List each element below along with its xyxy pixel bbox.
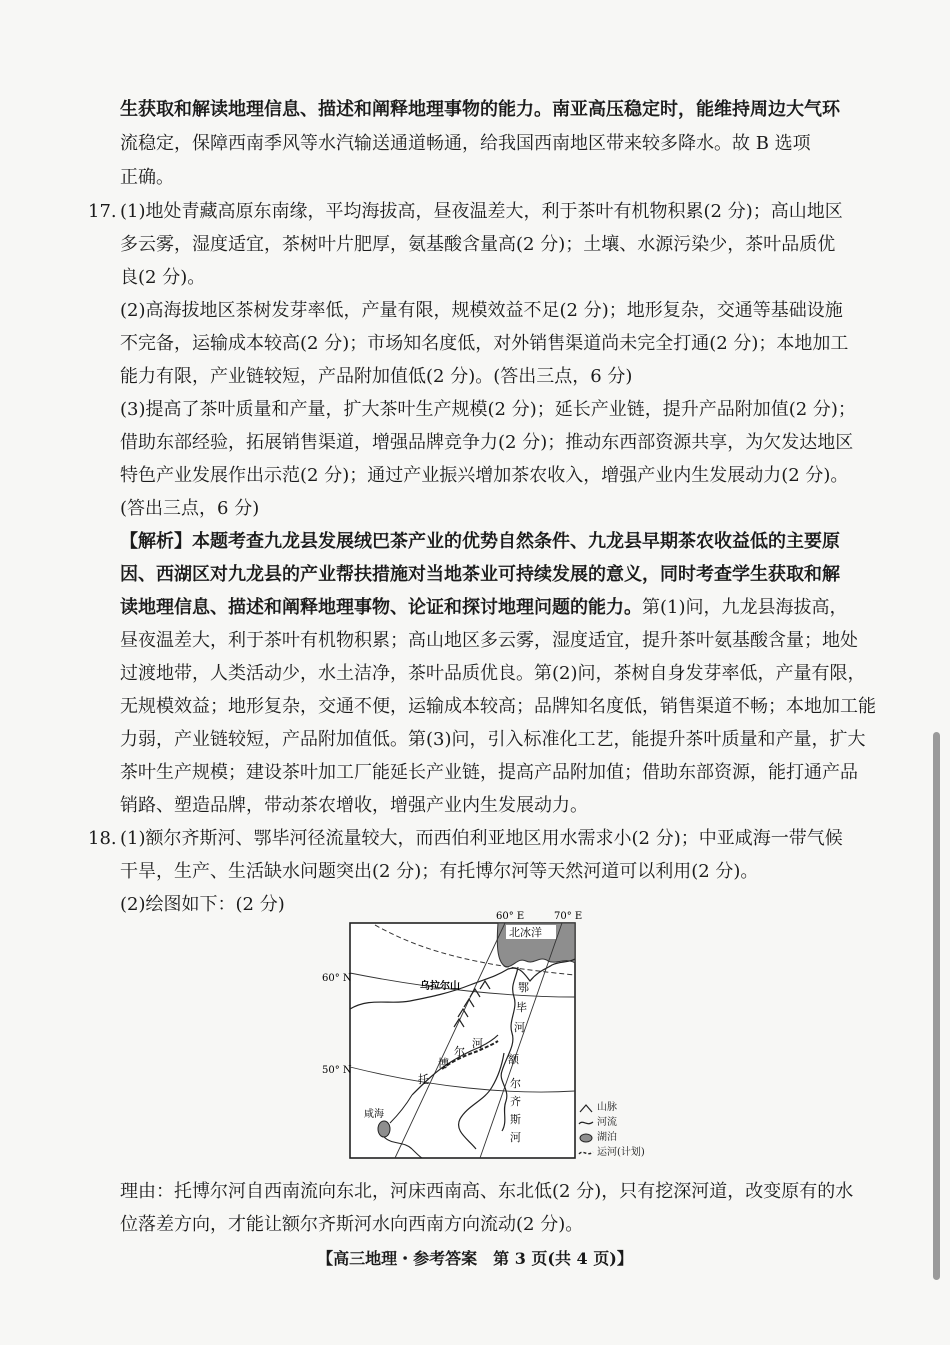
legend-lake: 湖泊 — [578, 1131, 617, 1145]
q17-p2-line-1: (2)高海拔地区茶树发芽率低，产量有限，规模效益不足(2 分)；地形复杂，交通等基础设施 — [120, 300, 843, 321]
q17-analysis-line-8: 茶叶生产规模；建设茶叶加工厂能延长产业链，提高产品附加值；借助东部资源，能打通产品 — [120, 762, 858, 783]
map-lon-60: 60° E — [496, 911, 525, 922]
legend-mountain: 山脉 — [578, 1101, 617, 1115]
q17-p2-line-2: 不完备，运输成本较高(2 分)；市场知名度低，对外销售渠道尚未完全打通(2 分)；本地加工 — [120, 333, 849, 354]
aral-sea — [378, 1121, 390, 1137]
map-lat-50: 50° N — [322, 1065, 352, 1076]
tobol-label-1: 托 — [418, 1073, 429, 1086]
ural-label: 乌拉尔山 — [420, 981, 460, 992]
q17-analysis-line-5: 过渡地带，人类活动少，水土洁净，茶叶品质优良。第(2)问，茶树自身发芽率低，产量有限， — [120, 663, 866, 684]
mountain-icon — [578, 1103, 594, 1113]
irtysh-label-4: 斯 — [510, 1113, 521, 1126]
q17-p3-line-2: 借助东部经验，拓展销售渠道，增强品牌竞争力(2 分)；推动东西部资源共享，为欠发达地区 — [120, 432, 854, 453]
q17-analysis-line-9: 销路、塑造品牌，带动茶农增收，增强产业内生发展动力。 — [120, 795, 588, 816]
page-footer: 【高三地理・参考答案 第 3 页(共 4 页)】 — [317, 1249, 633, 1268]
canal-icon — [578, 1148, 594, 1158]
arctic-ocean-label: 北冰洋 — [509, 926, 542, 939]
q18-p1-line-2: 干旱，生产、生活缺水问题突出(2 分)；有托博尔河等天然河道可以利用(2 分)。 — [120, 861, 759, 882]
question-17-number: 17. — [88, 201, 117, 222]
lake-icon — [578, 1133, 594, 1143]
q17-p3-line-3: 特色产业发展作出示范(2 分)；通过产业振兴增加茶农收入，增强产业内生发展动力(2 分)。 — [120, 465, 849, 486]
intro-line-2: 流稳定，保障西南季风等水汽输送通道畅通，给我国西南地区带来较多降水。故 B 选项 — [120, 133, 811, 154]
q17-analysis-normal-tail: 第(1)问，九龙县海拔高， — [642, 597, 848, 618]
q17-analysis-line-3 — [120, 596, 848, 620]
q17-p3-line-4: (答出三点，6 分) — [120, 498, 260, 519]
q17-analysis-line-2: 因、西湖区对九龙县的产业帮扶措施对当地茶业可持续发展的意义，同时考查学生获取和解 — [120, 564, 840, 585]
question-18-number: 18. — [88, 828, 117, 849]
q17-p1-line-2: 多云雾，湿度适宜，茶树叶片肥厚，氨基酸含量高(2 分)；土壤、水源污染少，茶叶品质优 — [120, 234, 836, 255]
intro-line-3: 正确。 — [120, 167, 174, 188]
river-icon — [578, 1118, 594, 1128]
q17-analysis-line-7: 力弱，产业链较短，产品附加值低。第(3)问，引入标准化工艺，能提升茶叶质量和产量，扩大 — [120, 729, 866, 750]
irtysh-label-3: 齐 — [510, 1095, 521, 1108]
siberia-canal-map — [320, 905, 620, 1165]
vertical-scrollbar[interactable] — [933, 732, 940, 1280]
q18-reason-line-1: 理由：托博尔河自西南流向东北，河床西南高、东北低(2 分)，只有挖深河道，改变原有的水 — [120, 1181, 854, 1202]
tobol-label-3: 尔 — [454, 1045, 465, 1058]
ob-label-3: 河 — [514, 1021, 525, 1034]
q18-p2: (2)绘图如下：(2 分) — [120, 894, 285, 915]
legend-river: 河流 — [578, 1116, 617, 1130]
ob-label-2: 毕 — [516, 1001, 527, 1014]
q17-p1-line-1: (1)地处青藏高原东南缘，平均海拔高，昼夜温差大，利于茶叶有机物积累(2 分)；高山地区 — [120, 201, 843, 222]
intro-line-1-bold: 生获取和解读地理信息、描述和阐释地理事物的能力。南亚高压稳定时，能维持周边大气环 — [120, 99, 840, 120]
aral-label: 咸海 — [364, 1109, 384, 1120]
legend-canal: 运河(计划) — [578, 1146, 645, 1160]
q17-analysis-line-4: 昼夜温差大，利于茶叶有机物积累；高山地区多云雾，湿度适宜，提升茶叶氨基酸含量；地处 — [120, 630, 858, 651]
tobol-label-2: 博 — [438, 1057, 449, 1070]
q17-p3-line-1: (3)提高了茶叶质量和产量，扩大茶叶生产规模(2 分)；延长产业链，提升产品附加值(2 分)； — [120, 399, 856, 420]
q17-p1-line-3: 良(2 分)。 — [120, 267, 206, 288]
q18-p1-line-1: (1)额尔齐斯河、鄂毕河径流量较大，而西伯利亚地区用水需求小(2 分)；中亚咸海一带气候 — [120, 828, 843, 849]
irtysh-label-2: 尔 — [510, 1077, 521, 1090]
q18-reason-line-2: 位落差方向，才能让额尔齐斯河水向西南方向流动(2 分)。 — [120, 1214, 584, 1235]
map-lon-70: 70° E — [554, 911, 583, 922]
ob-label-1: 鄂 — [518, 981, 529, 994]
irtysh-label-1: 额 — [508, 1053, 519, 1066]
q17-analysis-line-6: 无规模效益；地形复杂，交通不便，运输成本较高；品牌知名度低，销售渠道不畅；本地加工能 — [120, 696, 876, 717]
irtysh-label-5: 河 — [510, 1131, 521, 1144]
map-lat-60: 60° N — [322, 973, 352, 984]
q17-analysis-line-1: 【解析】本题考查九龙县发展绒巴茶产业的优势自然条件、九龙县早期茶农收益低的主要原 — [120, 531, 840, 552]
tobol-label-4: 河 — [472, 1037, 483, 1050]
q17-p2-line-3: 能力有限，产业链较短，产品附加值低(2 分)。(答出三点，6 分) — [120, 366, 633, 387]
q17-analysis-bold-tail: 读地理信息、描述和阐释地理事物、论证和探讨地理问题的能力。 — [120, 597, 642, 618]
